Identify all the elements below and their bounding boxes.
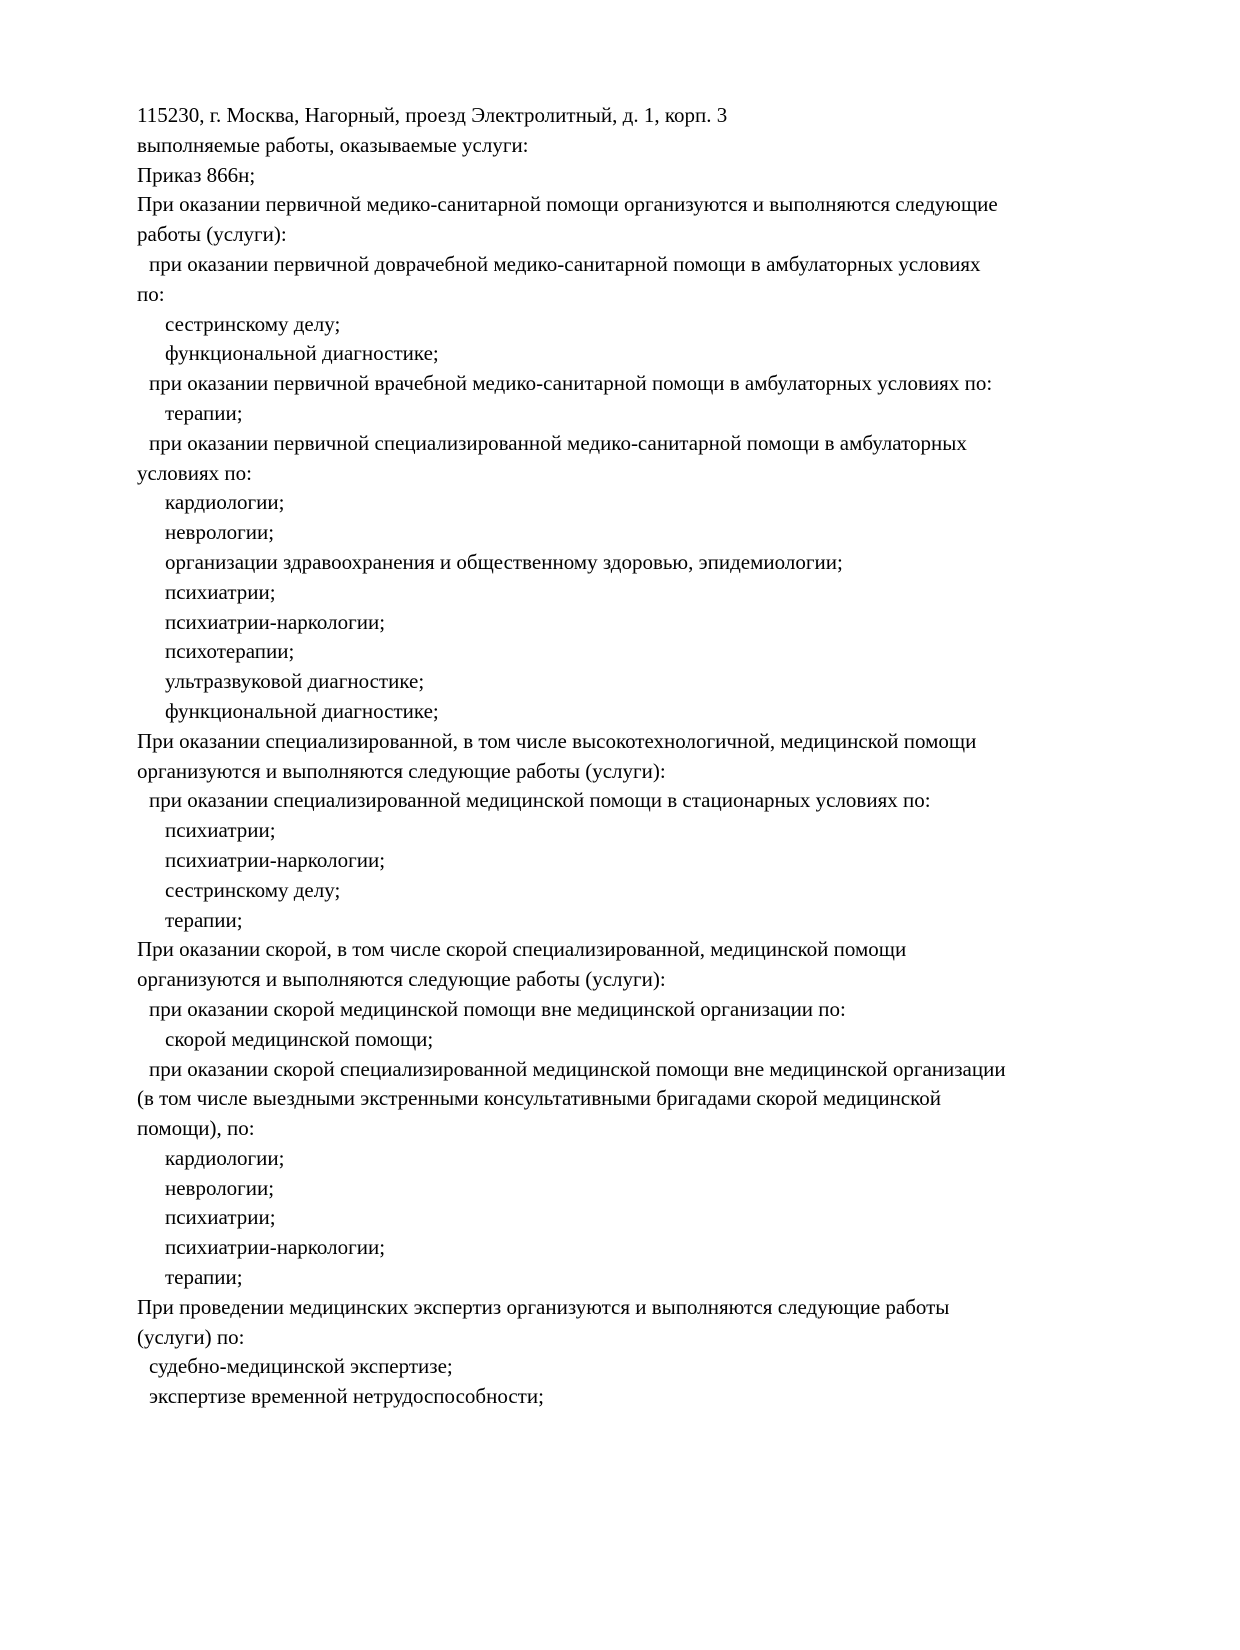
document-line: неврологии;	[165, 1175, 275, 1200]
document-line: сестринскому делу;	[165, 311, 341, 336]
document-line: психиатрии-наркологии;	[165, 609, 386, 634]
document-line: психиатрии-наркологии;	[165, 1235, 386, 1260]
document-line: скорой медицинской помощи;	[165, 1026, 434, 1051]
document-line: психиатрии-наркологии;	[165, 847, 386, 872]
document-line: кардиологии;	[165, 1145, 285, 1170]
document-line: работы (услуги):	[137, 222, 287, 247]
document-line: при оказании скорой специализированной медицинской помощи вне медицинской организации	[149, 1056, 1006, 1081]
document-line: терапии;	[165, 400, 243, 425]
document-line: сестринскому делу;	[165, 877, 341, 902]
document-line: (в том числе выездными экстренными консультативными бригадами скорой медицинской	[137, 1086, 941, 1111]
document-line: при оказании первичной врачебной медико-санитарной помощи в амбулаторных условиях по:	[149, 371, 993, 396]
document-line: помощи), по:	[137, 1116, 255, 1141]
document-line: условиях по:	[137, 460, 252, 485]
document-line: ультразвуковой диагностике;	[165, 669, 425, 694]
document-line: при оказании первичной доврачебной медико-санитарной помощи в амбулаторных условиях	[149, 251, 981, 276]
document-line: при оказании специализированной медицинской помощи в стационарных условиях по:	[149, 788, 931, 813]
document-line: психиатрии;	[165, 1205, 276, 1230]
document-line: Приказ 866н;	[137, 162, 256, 187]
document-line: 115230, г. Москва, Нагорный, проезд Электролитный, д. 1, корп. 3	[137, 103, 728, 127]
document-line: психиатрии;	[165, 818, 276, 843]
document-line: психиатрии;	[165, 579, 276, 604]
document-line: функциональной диагностике;	[165, 698, 439, 723]
document-body	[137, 101, 1197, 1412]
document-line: судебно-медицинской экспертизе;	[149, 1354, 453, 1379]
document-line: терапии;	[165, 907, 243, 932]
document-line: При проведении медицинских экспертиз организуются и выполняются следующие работы	[137, 1294, 950, 1319]
document-line: организации здравоохранения и общественному здоровью, эпидемиологии;	[165, 549, 843, 574]
document-line: выполняемые работы, оказываемые услуги:	[137, 132, 529, 157]
document-line: при оказании первичной специализированной медико-санитарной помощи в амбулаторных	[149, 430, 967, 455]
document-line: по:	[137, 281, 165, 306]
document-line: функциональной диагностике;	[165, 341, 439, 366]
document-line: при оказании скорой медицинской помощи вне медицинской организации по:	[149, 996, 846, 1021]
document-line: неврологии;	[165, 520, 275, 545]
document-line: кардиологии;	[165, 490, 285, 515]
document-line: организуются и выполняются следующие работы (услуги):	[137, 758, 666, 783]
document-line: экспертизе временной нетрудоспособности;	[149, 1384, 544, 1409]
document-line: организуются и выполняются следующие работы (услуги):	[137, 967, 666, 992]
document-line: психотерапии;	[165, 639, 295, 664]
document-line: терапии;	[165, 1265, 243, 1290]
document-line: При оказании первичной медико-санитарной помощи организуются и выполняются следующие	[137, 192, 998, 217]
document-line: (услуги) по:	[137, 1324, 245, 1349]
document-line: При оказании специализированной, в том числе высокотехнологичной, медицинской помощи	[137, 728, 977, 753]
document-line: При оказании скорой, в том числе скорой специализированной, медицинской помощи	[137, 937, 907, 962]
